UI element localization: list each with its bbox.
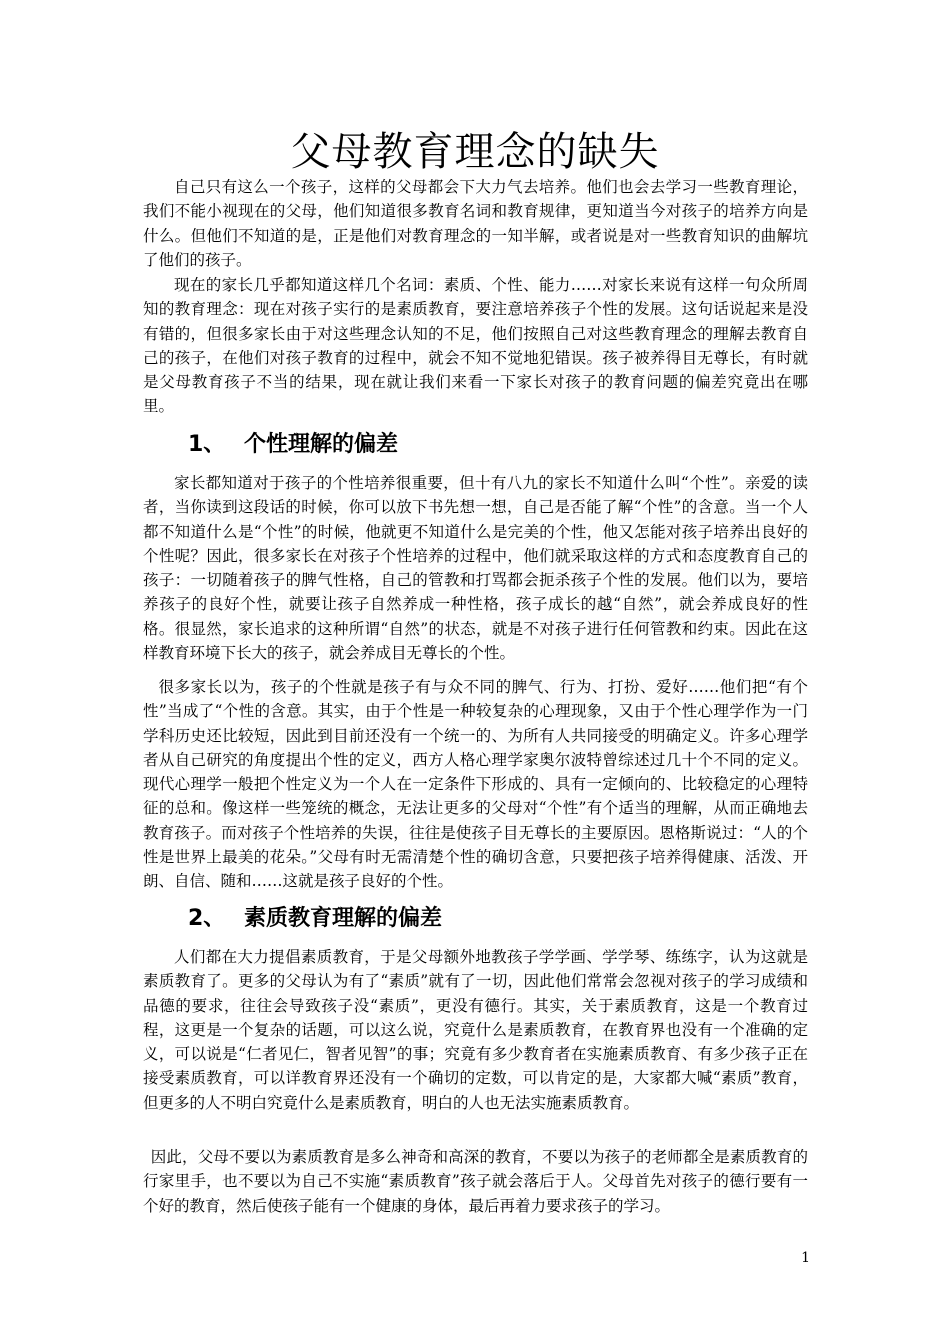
section-heading-2 bbox=[188, 902, 442, 936]
section-heading-text: 个性理解的偏差 bbox=[244, 432, 399, 457]
section-number: 2、 bbox=[188, 906, 226, 931]
section-heading-text: 素质教育理解的偏差 bbox=[244, 906, 443, 931]
page-number: 1 bbox=[801, 1250, 810, 1266]
intro-paragraph-2: 现在的家长几乎都知道这样几个名词：素质、个性、能力……对家长来说有这样一句众所周知的教育理念：现在对孩子实行的是素质教育，要注意培养孩子个性的发展。这句话说起来是没有错的，但很多家长由于对这些理念认知的不足，他们按照自己对这些教育理念的理解去教育自己的孩子，在他们对孩子教育的过程中，就会不知不觉地犯错误。孩子被养得目无尊长，有时就是父母教育孩子不当的结果，现在就让我们来看一下家长对孩子的教育问题的偏差究竟出在哪里。 bbox=[143, 276, 808, 416]
section-number: 1、 bbox=[188, 432, 226, 457]
intro-paragraph-1: 自己只有这么一个孩子，这样的父母都会下大力气去培养。他们也会去学习一些教育理论，我们不能小视现在的父母，他们知道很多教育名词和教育规律，更知道当今对孩子的培养方向是什么。但他们不知道的是，正是他们对教育理念的一知半解，或者说是对一些教育知识的曲解坑了他们的孩子。 bbox=[143, 178, 808, 269]
document-title: 父母教育理念的缺失 bbox=[290, 129, 660, 175]
section-1-paragraph-1: 家长都知道对于孩子的个性培养很重要，但十有八九的家长不知道什么叫“个性”。亲爱的读者，当你读到这段话的时候，你可以放下书先想一想，自己是否能了解“个性”的含意。当一个人都不知道什么是“个性”的时候，他就更不知道什么是完美的个性，他又怎能对孩子培养出良好的个性呢？因此，很多家长在对孩子个性培养的过程中，他们就采取这样的方式和态度教育自己的孩子：一切随着孩子的脾气性格，自己的管教和打骂都会扼杀孩子个性的发展。他们以为，要培养孩子的良好个性，就要让孩子自然养成一种性格，孩子成长的越“自然”，就会养成良好的性格。很显然，家长追求的这种所谓“自然”的状态，就是不对孩子进行任何管教和约束。因此在这样教育环境下长大的孩子，就会养成目无尊长的个性。 bbox=[143, 474, 808, 663]
section-1-paragraph-2: 很多家长以为，孩子的个性就是孩子有与众不同的脾气、行为、打扮、爱好……他们把“有个性”当成了“个性的含意。其实，由于个性是一种较复杂的心理现象，又由于个性心理学作为一门学科历史还比较短，因此到目前还没有一个统一的、为所有人共同接受的明确定义。许多心理学者从自己研究的角度提出个性的定义，西方人格心理学家奥尔波特曾综述过几十个不同的定义。现代心理学一般把个性定义为一个人在一定条件下形成的、具有一定倾向的、比较稳定的心理特征的总和。像这样一些笼统的概念，无法让更多的父母对“个性”有个适当的理解，从而正确地去教育孩子。而对孩子个性培养的失误，往往是使孩子目无尊长的主要原因。恩格斯说过：“人的个性是世界上最美的花朵。”父母有时无需清楚个性的确切含意，只要把孩子培养得健康、活泼、开朗、自信、随和……这就是孩子良好的个性。 bbox=[143, 678, 808, 891]
section-heading-1 bbox=[188, 428, 398, 462]
section-2-paragraph-2: 因此，父母不要以为素质教育是多么神奇和高深的教育，不要以为孩子的老师都全是素质教育的行家里手，也不要以为自己不实施“素质教育”孩子就会落后于人。父母首先对孩子的德行要有一个好的教育，然后使孩子能有一个健康的身体，最后再着力要求孩子的学习。 bbox=[143, 1148, 808, 1215]
section-2-paragraph-1: 人们都在大力提倡素质教育，于是父母额外地教孩子学学画、学学琴、练练字，认为这就是素质教育了。更多的父母认为有了“素质”就有了一切，因此他们常常会忽视对孩子的学习成绩和品德的要求，往往会导致孩子没“素质”，更没有德行。其实，关于素质教育，这是一个教育过程，这更是一个复杂的话题，可以这么说，究竟什么是素质教育，在教育界也没有一个准确的定义，可以说是“仁者见仁，智者见智”的事；究竟有多少教育者在实施素质教育、有多少孩子正在接受素质教育，可以详教育界还没有一个确切的定数，可以肯定的是，大家都大喊“素质”教育，但更多的人不明白究竟什么是素质教育，明白的人也无法实施素质教育。 bbox=[143, 948, 808, 1112]
